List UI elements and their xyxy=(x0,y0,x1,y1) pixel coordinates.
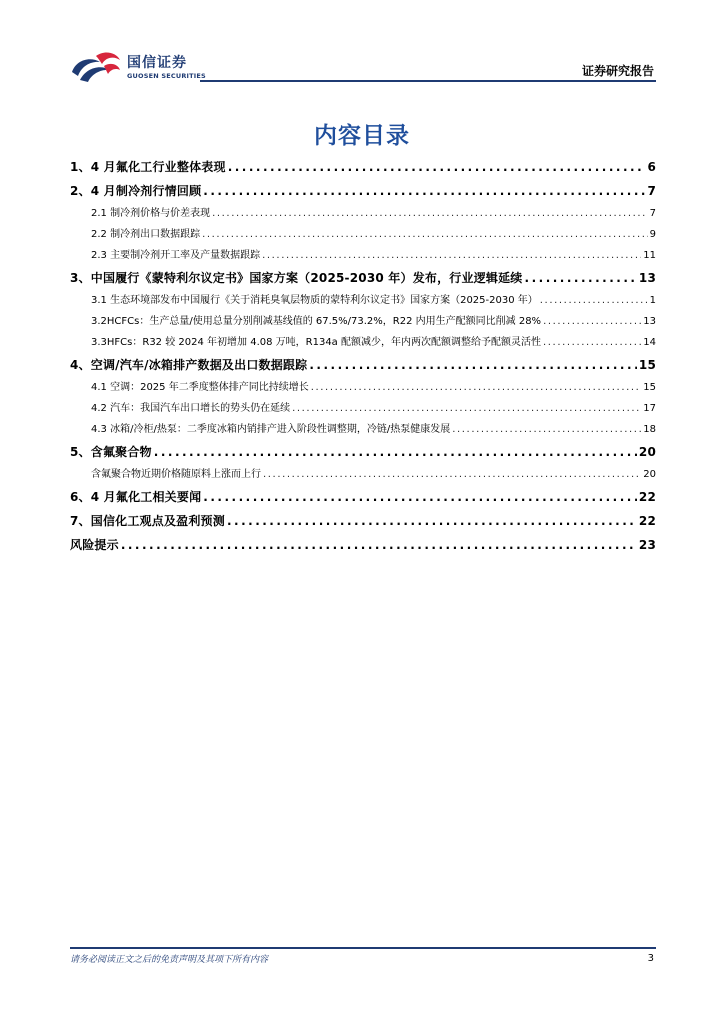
toc-entry-title: 3、中国履行《蒙特利尔议定书》国家方案（2025-2030 年）发布，行业逻辑延续 xyxy=(70,271,523,285)
toc-entry-title: 含氟聚合物近期价格随原料上涨而上行 xyxy=(91,469,261,480)
toc-entry-page: 22 xyxy=(638,490,656,504)
toc-entry-title: 4.3 冰箱/冷柜/热泵：二季度冰箱内销排产进入阶段性调整期，冷链/热泵健康发展 xyxy=(91,424,451,435)
toc-entry-page: 23 xyxy=(638,538,656,552)
toc-entry-page: 14 xyxy=(643,337,656,348)
toc-section-entry[interactable] xyxy=(70,485,656,509)
page-number: 3 xyxy=(647,953,654,964)
page-header xyxy=(0,0,724,90)
toc-entry-title: 7、国信化工观点及盈利预测 xyxy=(70,514,225,528)
toc-dot-leader xyxy=(228,155,646,179)
toc-entry-title: 5、含氟聚合物 xyxy=(70,445,152,459)
toc-entry-page: 15 xyxy=(643,382,656,393)
toc-entry-page: 9 xyxy=(649,229,656,240)
toc-dot-leader xyxy=(227,509,637,533)
toc-dot-leader xyxy=(154,440,637,464)
toc-entry-title: 3.1 生态环境部发布中国履行《关于消耗臭氧层物质的蒙特利尔议定书》国家方案（2025-2030 年） xyxy=(91,295,538,306)
guosen-logo-icon xyxy=(70,50,122,84)
logo-chinese-name: 国信证券 xyxy=(127,55,187,71)
toc-entry-title: 4、空调/汽车/冰箱排产数据及出口数据跟踪 xyxy=(70,358,308,372)
toc-entry-page: 17 xyxy=(643,403,656,414)
toc-entry-page: 20 xyxy=(643,469,656,480)
toc-entry-title: 风险提示 xyxy=(70,538,119,552)
toc-dot-leader xyxy=(292,398,641,419)
toc-subsection-entry[interactable] xyxy=(70,224,656,245)
toc-subsection-entry[interactable] xyxy=(70,332,656,353)
toc-subsection-entry[interactable] xyxy=(70,290,656,311)
toc-section-entry[interactable] xyxy=(70,440,656,464)
toc-entry-title: 3.3HFCs：R32 较 2024 年初增加 4.08 万吨，R134a 配额减少，年内两次配额调整给予配额灵活性 xyxy=(91,337,541,348)
toc-dot-leader xyxy=(543,311,641,332)
toc-entry-title: 4.1 空调：2025 年二季度整体排产同比持续增长 xyxy=(91,382,309,393)
toc-entry-page: 11 xyxy=(643,250,656,261)
toc-dot-leader xyxy=(311,377,642,398)
toc-dot-leader xyxy=(212,203,648,224)
toc-dot-leader xyxy=(203,179,645,203)
toc-entry-page: 13 xyxy=(638,271,656,285)
toc-subsection-entry[interactable] xyxy=(70,245,656,266)
toc-subsection-entry[interactable] xyxy=(70,419,656,440)
toc-dot-leader xyxy=(543,332,641,353)
toc-entry-page: 13 xyxy=(643,316,656,327)
company-logo xyxy=(70,50,230,84)
toc-entry-title: 6、4 月氟化工相关要闻 xyxy=(70,490,202,504)
toc-section-entry[interactable] xyxy=(70,533,656,557)
toc-dot-leader xyxy=(262,245,641,266)
footer-divider xyxy=(70,947,656,949)
toc-entry-title: 2.1 制冷剂价格与价差表现 xyxy=(91,208,211,219)
toc-section-entry[interactable] xyxy=(70,155,656,179)
toc-entry-title: 2.2 制冷剂出口数据跟踪 xyxy=(91,229,201,240)
toc-section-entry[interactable] xyxy=(70,509,656,533)
toc-section-entry[interactable] xyxy=(70,353,656,377)
toc-entry-title: 1、4 月氟化工行业整体表现 xyxy=(70,160,226,174)
toc-entry-title: 3.2HCFCs：生产总量/使用总量分别削减基线值的 67.5%/73.2%，R22 内用生产配额同比削减 28% xyxy=(91,316,542,327)
toc-entry-page: 18 xyxy=(643,424,656,435)
toc-dot-leader xyxy=(452,419,641,440)
toc-entry-page: 6 xyxy=(647,160,656,174)
toc-title: 内容目录 xyxy=(314,123,410,149)
toc-entry-page: 7 xyxy=(647,184,656,198)
toc-dot-leader xyxy=(202,224,648,245)
toc-section-entry[interactable] xyxy=(70,266,656,290)
toc-subsection-entry[interactable] xyxy=(70,398,656,419)
toc-dot-leader xyxy=(540,290,648,311)
disclaimer-note: 请务必阅读正文之后的免责声明及其项下所有内容 xyxy=(70,955,269,965)
toc-entry-page: 1 xyxy=(649,295,656,306)
toc-entry-page: 22 xyxy=(638,514,656,528)
toc-entry-title: 2、4 月制冷剂行情回顾 xyxy=(70,184,202,198)
toc-entry-page: 15 xyxy=(638,358,656,372)
toc-dot-leader xyxy=(203,485,637,509)
document-type-label: 证券研究报告 xyxy=(581,64,654,78)
header-divider xyxy=(200,80,656,82)
table-of-contents xyxy=(70,155,656,557)
toc-dot-leader xyxy=(525,266,637,290)
toc-dot-leader xyxy=(309,353,637,377)
toc-entry-page: 7 xyxy=(649,208,656,219)
toc-section-entry[interactable] xyxy=(70,179,656,203)
toc-subsection-entry[interactable] xyxy=(70,203,656,224)
toc-subsection-entry[interactable] xyxy=(70,311,656,332)
toc-dot-leader xyxy=(263,464,641,485)
toc-entry-page: 20 xyxy=(638,445,656,459)
logo-english-name: GUOSEN SECURITIES xyxy=(127,72,206,80)
toc-subsection-entry[interactable] xyxy=(70,377,656,398)
toc-dot-leader xyxy=(121,533,637,557)
toc-entry-title: 2.3 主要制冷剂开工率及产量数据跟踪 xyxy=(91,250,261,261)
toc-subsection-entry[interactable] xyxy=(70,464,656,485)
toc-entry-title: 4.2 汽车：我国汽车出口增长的势头仍在延续 xyxy=(91,403,291,414)
